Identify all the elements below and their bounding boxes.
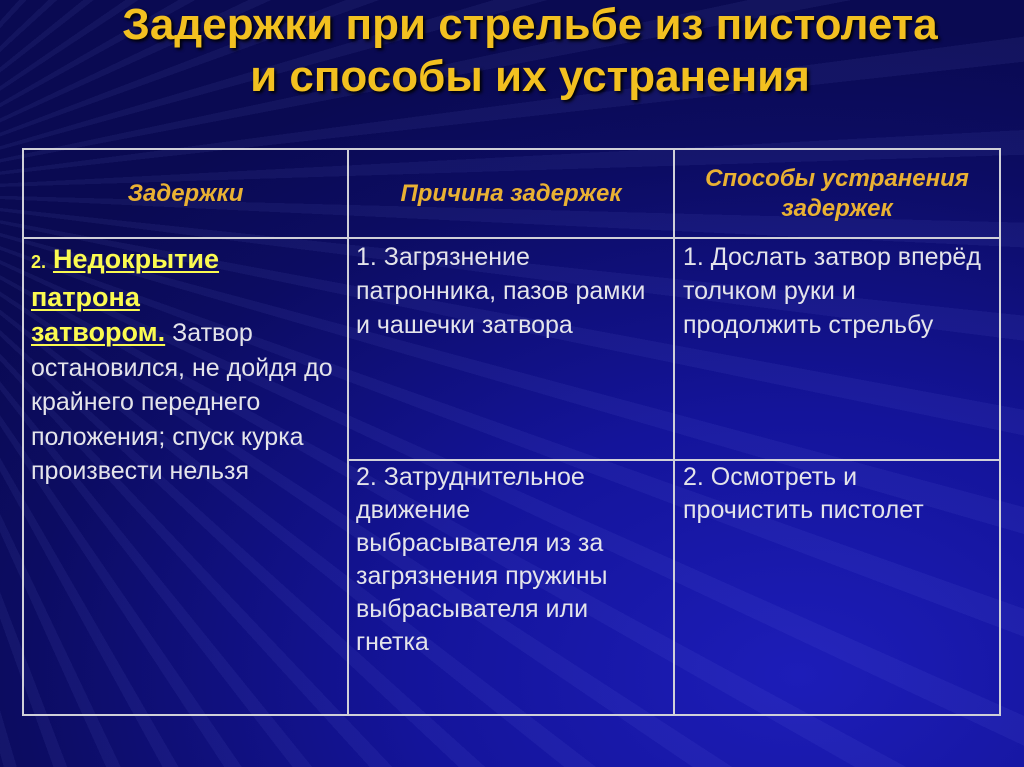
cause-cell-1 xyxy=(349,239,675,461)
delay-description-part-1: Затвор xyxy=(172,319,253,347)
cause-1-line-2: патронника, пазов рамки xyxy=(356,277,646,305)
slide-title xyxy=(36,0,1024,103)
header-cause-label: Причина задержек xyxy=(400,179,622,207)
delay-number: 2. xyxy=(31,252,47,272)
delay-line-3 xyxy=(31,315,347,351)
cause-1-line-3: и чашечки затвора xyxy=(356,311,573,339)
remedy-2-line-1: 2. Осмотреть и xyxy=(683,463,858,491)
remedy-1-line-2: толчком руки и xyxy=(683,277,856,305)
header-delay xyxy=(24,150,349,239)
header-delay-label: Задержки xyxy=(127,179,244,207)
header-remedy-label: Способы устранения задержек xyxy=(705,164,969,222)
remedy-1-line-1: 1. Дослать затвор вперёд xyxy=(683,243,981,271)
delays-table xyxy=(22,148,1001,716)
remedy-cell-1 xyxy=(675,239,1001,461)
delay-description-part-3: крайнего переднего xyxy=(31,388,261,416)
delay-description-part-4: положения; спуск курка xyxy=(31,422,304,451)
cause-cell-2 xyxy=(349,461,675,716)
slide-title-line-2: и способы их устранения xyxy=(250,52,810,101)
cause-2-line-5: выбрасывателя или xyxy=(356,595,589,623)
header-cause xyxy=(349,150,675,239)
delay-title-part-2: патрона xyxy=(31,281,140,312)
delay-title-part-1: Недокрытие xyxy=(52,244,220,274)
delay-line-2 xyxy=(31,280,347,316)
cause-2-line-6: гнетка xyxy=(356,628,429,656)
remedy-1-line-3: продолжить стрельбу xyxy=(683,311,934,339)
cause-2-line-2: движение xyxy=(356,496,471,524)
remedy-2-line-2: прочистить пистолет xyxy=(683,496,924,524)
delay-description-part-5: произвести нельзя xyxy=(31,457,250,485)
delay-title-part-3: затвором. xyxy=(31,317,166,347)
remedy-cell-2 xyxy=(675,461,1001,716)
cause-2-line-3: выбрасывателя из за xyxy=(356,529,604,557)
delay-line-1 xyxy=(31,242,347,280)
cause-2-line-4: загрязнения пружины xyxy=(356,562,608,590)
cause-1-line-1: 1. Загрязнение xyxy=(356,243,530,271)
cause-2-line-1: 2. Затруднительное xyxy=(356,463,585,491)
delay-cell xyxy=(24,239,349,716)
delay-description-part-2: остановился, не дойдя до xyxy=(31,353,333,382)
slide-title-line-1: Задержки при стрельбе из пистолета xyxy=(122,0,938,49)
header-remedy xyxy=(675,150,1001,239)
